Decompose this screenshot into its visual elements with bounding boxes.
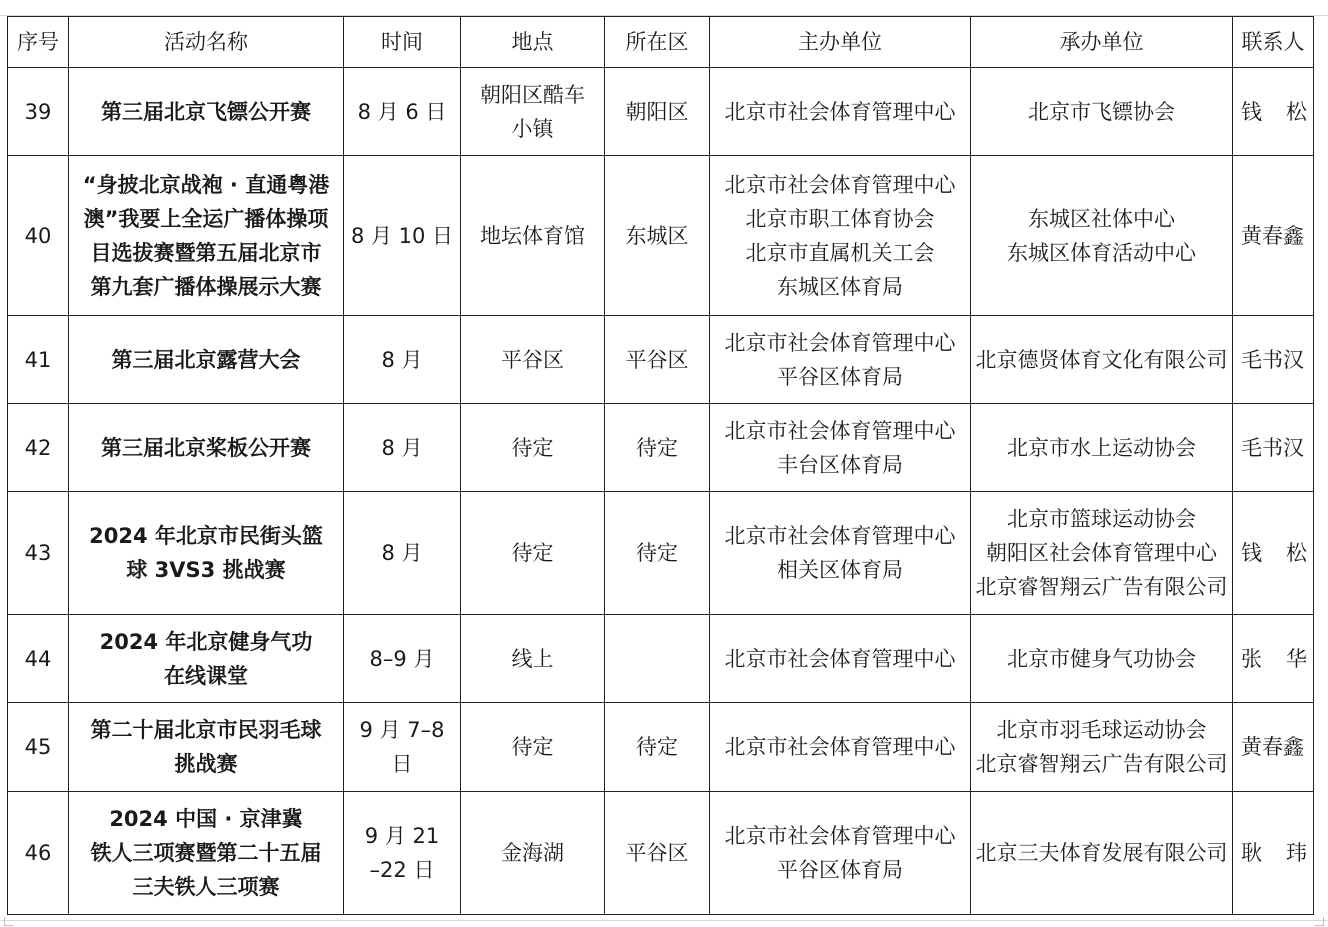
cell-contact (1233, 404, 1314, 492)
cell-host-line: 相关区体育局 (777, 558, 903, 582)
cell-venue-line: 待定 (511, 541, 554, 565)
cell-contact (1233, 316, 1314, 404)
cell-no: 42 (8, 404, 69, 492)
cell-venue-line: 小镇 (511, 116, 554, 141)
cell-time (344, 404, 461, 492)
table-row (8, 156, 1314, 316)
cell-organizer (971, 68, 1233, 156)
header-host: 主办单位 (710, 17, 971, 68)
cell-no: 40 (8, 156, 69, 316)
cell-district (605, 615, 710, 703)
cell-host-line: 北京市社会体育管理中心 (724, 99, 956, 124)
cell-activity-name-line: 三夫铁人三项赛 (132, 875, 280, 899)
cell-host (710, 316, 971, 404)
contact-name: 黄春鑫 (1241, 735, 1304, 759)
cell-contact (1233, 492, 1314, 615)
cell-organizer (971, 316, 1233, 404)
table-row (8, 492, 1314, 615)
cell-district: 平谷区 (605, 316, 710, 404)
cell-contact (1233, 156, 1314, 316)
cell-activity-name-line: 第九套广播体操展示大赛 (90, 274, 322, 299)
cell-venue (461, 404, 605, 492)
cell-venue-line: 朝阳区酷车 (480, 82, 585, 107)
page-corner-mark-left (4, 917, 13, 926)
cell-host (710, 703, 971, 792)
cell-organizer-line: 北京市飞镖协会 (1028, 99, 1175, 124)
cell-time-line: 8 月 (381, 347, 423, 372)
cell-host-line: 丰台区体育局 (777, 452, 903, 477)
cell-organizer (971, 615, 1233, 703)
cell-district: 待定 (605, 703, 710, 792)
cell-venue-line: 待定 (511, 435, 554, 460)
activity-schedule-table (7, 16, 1314, 915)
cell-activity-name-line: 目选拔赛暨第五届北京市 (90, 240, 322, 265)
cell-activity-name (69, 68, 344, 156)
cell-organizer-line: 北京市篮球运动协会 (1007, 507, 1196, 531)
cell-activity-name-line: 第三届北京桨板公开赛 (101, 435, 311, 460)
cell-activity-name (69, 792, 344, 915)
cell-organizer-line: 北京睿智翔云广告有限公司 (975, 575, 1228, 599)
cell-organizer-line: 北京三夫体育发展有限公司 (975, 841, 1228, 865)
cell-host-line: 平谷区体育局 (777, 364, 903, 389)
cell-time-line: 8–9 月 (369, 646, 435, 671)
cell-venue (461, 615, 605, 703)
cell-host-line: 北京市社会体育管理中心 (724, 735, 956, 759)
cell-activity-name-line: 球 3VS3 挑战赛 (126, 558, 286, 582)
cell-organizer-line: 北京市水上运动协会 (1007, 435, 1196, 460)
cell-venue (461, 68, 605, 156)
cell-host-line: 北京市社会体育管理中心 (724, 824, 956, 848)
table-body (8, 68, 1314, 915)
cell-activity-name-line: 2024 年北京市民街头篮 (89, 524, 323, 548)
cell-no: 41 (8, 316, 69, 404)
cell-organizer-line: 北京市健身气功协会 (1007, 646, 1196, 671)
cell-district: 平谷区 (605, 792, 710, 915)
cell-venue (461, 792, 605, 915)
cell-host-line: 北京市社会体育管理中心 (724, 524, 956, 548)
cell-no: 46 (8, 792, 69, 915)
cell-no: 45 (8, 703, 69, 792)
cell-activity-name-line: 2024 年北京健身气功 (99, 629, 313, 654)
cell-organizer (971, 156, 1233, 316)
cell-venue-line: 线上 (511, 646, 554, 671)
cell-activity-name-line: 在线课堂 (164, 663, 248, 688)
cell-time-line: 8 月 10 日 (350, 223, 454, 248)
cell-activity-name-line: 挑战赛 (174, 752, 238, 776)
header-name: 活动名称 (69, 17, 344, 68)
cell-host-line: 北京市社会体育管理中心 (724, 646, 956, 671)
cell-host (710, 792, 971, 915)
cell-time (344, 156, 461, 316)
contact-name: 毛书汉 (1241, 435, 1304, 460)
table-row (8, 792, 1314, 915)
cell-host (710, 492, 971, 615)
table-row (8, 615, 1314, 703)
cell-host (710, 68, 971, 156)
cell-activity-name-line: 第二十届北京市民羽毛球 (90, 718, 322, 742)
cell-host-line: 北京市社会体育管理中心 (724, 330, 956, 355)
cell-host-line: 北京市职工体育协会 (745, 206, 935, 231)
cell-activity-name-line: 铁人三项赛暨第二十五届 (90, 841, 322, 865)
cell-venue (461, 156, 605, 316)
cell-time-line: 8 月 (381, 541, 423, 565)
table-row (8, 316, 1314, 404)
cell-organizer-line: 北京德贤体育文化有限公司 (975, 347, 1228, 372)
cell-host-line: 东城区体育局 (777, 274, 903, 299)
cell-host (710, 404, 971, 492)
cell-time (344, 492, 461, 615)
cell-organizer-line: 北京市羽毛球运动协会 (996, 718, 1207, 742)
cell-host-line: 北京市社会体育管理中心 (724, 172, 956, 197)
contact-name: 毛书汉 (1241, 347, 1304, 372)
cell-activity-name (69, 156, 344, 316)
cell-activity-name-line: 2024 中国 · 京津冀 (109, 807, 303, 831)
cell-activity-name-line: 澳”我要上全运广播体操项 (83, 206, 329, 231)
cell-district: 待定 (605, 404, 710, 492)
cell-activity-name (69, 404, 344, 492)
cell-host-line: 北京市直属机关工会 (745, 240, 935, 265)
page-bottom-border (0, 920, 1328, 921)
cell-time-line: 8 月 6 日 (357, 99, 447, 124)
cell-host (710, 615, 971, 703)
cell-host-line: 平谷区体育局 (777, 858, 903, 882)
contact-name: 耿 玮 (1241, 841, 1307, 865)
cell-time (344, 703, 461, 792)
cell-venue-line: 金海湖 (501, 841, 564, 865)
table-row (8, 404, 1314, 492)
table-header-row (8, 17, 1314, 68)
cell-host (710, 156, 971, 316)
cell-activity-name (69, 492, 344, 615)
cell-organizer-line: 东城区体育活动中心 (1007, 240, 1196, 265)
cell-organizer (971, 792, 1233, 915)
header-district: 所在区 (605, 17, 710, 68)
cell-district: 东城区 (605, 156, 710, 316)
table-row (8, 703, 1314, 792)
cell-contact (1233, 703, 1314, 792)
cell-district: 朝阳区 (605, 68, 710, 156)
header-organizer: 承办单位 (971, 17, 1233, 68)
cell-time (344, 316, 461, 404)
cell-activity-name (69, 615, 344, 703)
cell-time (344, 792, 461, 915)
cell-host-line: 北京市社会体育管理中心 (724, 418, 956, 443)
cell-organizer (971, 492, 1233, 615)
cell-venue (461, 492, 605, 615)
cell-organizer-line: 朝阳区社会体育管理中心 (986, 541, 1217, 565)
header-venue: 地点 (461, 17, 605, 68)
contact-name: 钱 松 (1241, 541, 1307, 565)
header-time: 时间 (344, 17, 461, 68)
cell-venue (461, 703, 605, 792)
cell-organizer (971, 703, 1233, 792)
cell-no: 44 (8, 615, 69, 703)
cell-activity-name (69, 316, 344, 404)
header-no: 序号 (8, 17, 69, 68)
cell-no: 39 (8, 68, 69, 156)
contact-name: 黄春鑫 (1241, 223, 1304, 248)
cell-activity-name (69, 703, 344, 792)
cell-organizer-line: 东城区社体中心 (1028, 206, 1175, 231)
header-contact: 联系人 (1233, 17, 1314, 68)
cell-time-line: 日 (391, 752, 413, 776)
cell-venue-line: 地坛体育馆 (480, 223, 585, 248)
page-corner-mark-right (1315, 917, 1324, 926)
cell-no: 43 (8, 492, 69, 615)
cell-time-line: 8 月 (381, 435, 423, 460)
cell-organizer (971, 404, 1233, 492)
cell-time (344, 68, 461, 156)
cell-time-line: 9 月 21 (364, 824, 440, 848)
cell-activity-name-line: “身披北京战袍 · 直通粤港 (82, 172, 330, 197)
contact-name: 张 华 (1241, 646, 1307, 671)
cell-venue-line: 待定 (511, 735, 554, 759)
cell-contact (1233, 615, 1314, 703)
cell-time (344, 615, 461, 703)
cell-venue (461, 316, 605, 404)
cell-activity-name-line: 第三届北京飞镖公开赛 (101, 99, 311, 124)
cell-contact (1233, 792, 1314, 915)
cell-organizer-line: 北京睿智翔云广告有限公司 (975, 752, 1228, 776)
cell-contact (1233, 68, 1314, 156)
table-row (8, 68, 1314, 156)
cell-time-line: –22 日 (369, 858, 435, 882)
cell-activity-name-line: 第三届北京露营大会 (111, 347, 301, 372)
contact-name: 钱 松 (1241, 99, 1307, 124)
cell-time-line: 9 月 7–8 (359, 718, 445, 742)
cell-venue-line: 平谷区 (501, 347, 564, 372)
cell-district: 待定 (605, 492, 710, 615)
